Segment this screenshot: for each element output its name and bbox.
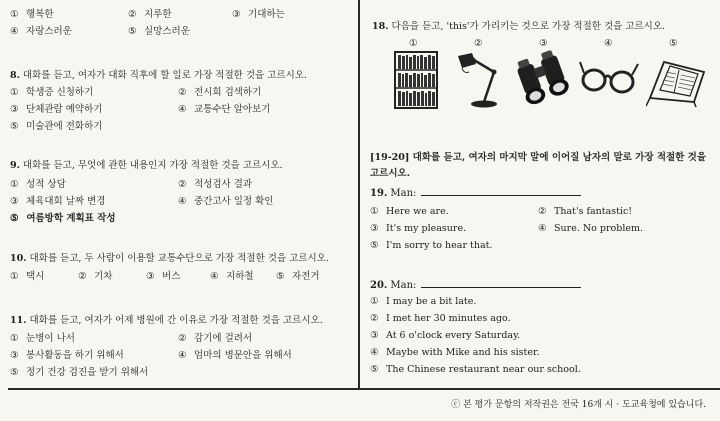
footer-divider bbox=[8, 388, 720, 390]
copyright-notice: ⓒ 본 평가 문항의 저작권은 전국 16개 시 · 도교육청에 있습니다. bbox=[451, 400, 706, 410]
q19-option-1[interactable]: ① Here we are. bbox=[370, 206, 449, 217]
q20-option-4[interactable]: ④ Maybe with Mike and his sister. bbox=[370, 347, 540, 358]
q18-picture-number-4: ④ bbox=[604, 38, 613, 49]
column-divider bbox=[358, 0, 360, 388]
question-8-title: 8. 대화를 듣고, 여자가 대화 직후에 할 일로 가장 적절한 것을 고르시오. bbox=[10, 70, 307, 81]
q19-option-4[interactable]: ④ Sure. No problem. bbox=[538, 223, 644, 234]
q19-option-2[interactable]: ② That's fantastic! bbox=[538, 206, 633, 217]
question-20-prompt: 20. Man: bbox=[370, 279, 581, 291]
prev-option-3[interactable]: ③ 기대하는 bbox=[232, 9, 285, 20]
q8-option-4[interactable]: ④ 교통수단 알아보기 bbox=[178, 104, 271, 115]
q8-option-2[interactable]: ② 전시회 검색하기 bbox=[178, 87, 262, 98]
question-19-prompt: 19. Man: bbox=[370, 187, 581, 199]
q10-option-2[interactable]: ② 기차 bbox=[78, 271, 113, 282]
q18-picture-number-5: ⑤ bbox=[669, 38, 678, 49]
question-10-title: 10. 대화를 듣고, 두 사람이 이용할 교통수단으로 가장 적절한 것을 고르시오. bbox=[10, 253, 329, 264]
q10-option-1[interactable]: ① 택시 bbox=[10, 271, 45, 282]
q18-picture-number-3: ③ bbox=[539, 38, 548, 49]
q20-option-2[interactable]: ② I met her 30 minutes ago. bbox=[370, 313, 511, 324]
q9-option-5[interactable]: ⑤ 여름방학 계획표 작성 bbox=[10, 213, 116, 224]
glasses-icon[interactable] bbox=[578, 58, 640, 98]
question-9-title: 9. 대화를 듣고, 무엇에 관한 내용인지 가장 적절한 것을 고르시오. bbox=[10, 160, 283, 171]
desk-lamp-icon[interactable] bbox=[454, 50, 506, 110]
q20-option-1[interactable]: ① I may be a bit late. bbox=[370, 296, 477, 307]
section-19-20-instructions: [19-20] 대화를 듣고, 여자의 마지막 말에 이어질 남자의 말로 가장 적절한 것을 고르시오. bbox=[370, 152, 707, 179]
q11-option-5[interactable]: ⑤ 정기 건강 검진을 받기 위해서 bbox=[10, 367, 149, 378]
prev-option-1[interactable]: ① 행복한 bbox=[10, 9, 54, 20]
q20-option-5[interactable]: ⑤ The Chinese restaurant near our school. bbox=[370, 364, 581, 375]
question-18-title: 18. 다음을 듣고, 'this'가 가리키는 것으로 가장 적절한 것을 고르시오. bbox=[372, 21, 666, 32]
q11-option-4[interactable]: ④ 엄마의 병문안을 위해서 bbox=[178, 350, 292, 361]
q10-option-3[interactable]: ③ 버스 bbox=[146, 271, 181, 282]
q11-option-3[interactable]: ③ 봉사활동을 하기 위해서 bbox=[10, 350, 124, 361]
q11-option-1[interactable]: ① 눈병이 나서 bbox=[10, 333, 75, 344]
q9-option-4[interactable]: ④ 중간고사 일정 확인 bbox=[178, 196, 274, 207]
q11-option-2[interactable]: ② 감기에 걸려서 bbox=[178, 333, 253, 344]
q9-option-3[interactable]: ③ 체육대회 날짜 변경 bbox=[10, 196, 106, 207]
q19-option-5[interactable]: ⑤ I'm sorry to hear that. bbox=[370, 240, 493, 251]
q9-option-1[interactable]: ① 성적 상담 bbox=[10, 179, 66, 190]
binoculars-icon[interactable] bbox=[516, 50, 572, 110]
prev-option-5[interactable]: ⑤ 실망스러운 bbox=[128, 26, 190, 37]
prev-option-2[interactable]: ② 지루한 bbox=[128, 9, 172, 20]
q10-option-4[interactable]: ④ 지하철 bbox=[210, 271, 254, 282]
book-stand-icon[interactable] bbox=[646, 50, 708, 108]
q8-option-3[interactable]: ③ 단체관람 예약하기 bbox=[10, 104, 103, 115]
answer-blank bbox=[421, 279, 581, 288]
question-11-title: 11. 대화를 듣고, 여자가 어제 병원에 간 이유로 가장 적절한 것을 고르시오. bbox=[10, 315, 323, 326]
q18-picture-number-1: ① bbox=[409, 38, 418, 49]
q9-option-2[interactable]: ② 적성검사 결과 bbox=[178, 179, 253, 190]
right-column bbox=[362, 0, 720, 388]
left-column bbox=[0, 0, 356, 388]
q8-option-1[interactable]: ① 학생증 신청하기 bbox=[10, 87, 94, 98]
q10-option-5[interactable]: ⑤ 자전거 bbox=[276, 271, 320, 282]
prev-option-4[interactable]: ④ 자랑스러운 bbox=[10, 26, 72, 37]
q18-picture-number-2: ② bbox=[474, 38, 483, 49]
answer-blank bbox=[421, 187, 581, 196]
q20-option-3[interactable]: ③ At 6 o'clock every Saturday. bbox=[370, 330, 521, 341]
q19-option-3[interactable]: ③ It's my pleasure. bbox=[370, 223, 467, 234]
bookshelf-icon[interactable] bbox=[394, 50, 438, 110]
q8-option-5[interactable]: ⑤ 미술관에 전화하기 bbox=[10, 121, 103, 132]
